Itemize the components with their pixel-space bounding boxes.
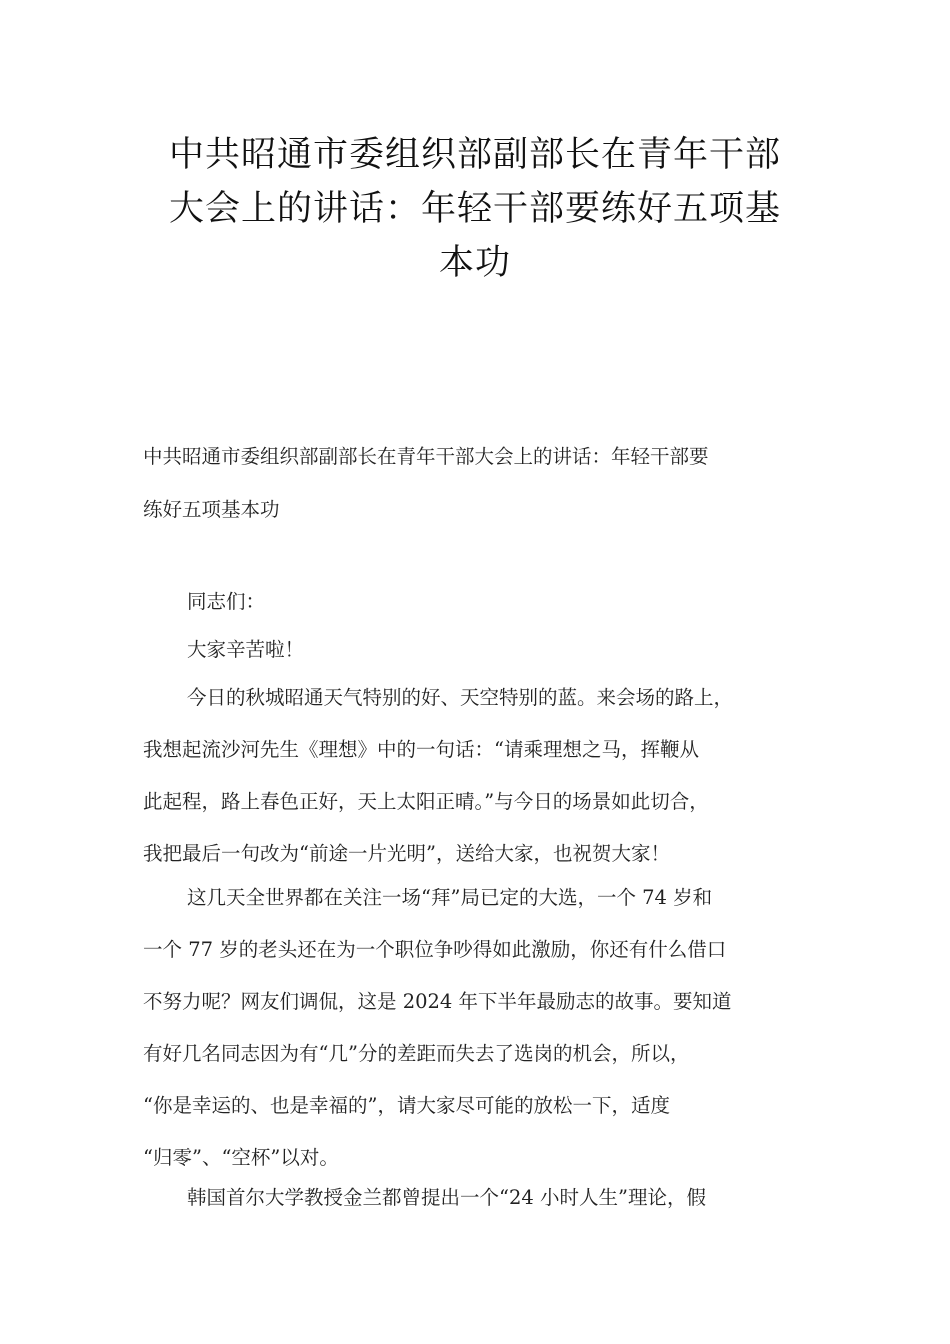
paragraph: [143, 672, 823, 880]
salutation: 同志们：: [187, 590, 266, 613]
paragraph-line: 一个 77 岁的老头还在为一个职位争吵得如此激励，你还有什么借口: [143, 938, 727, 961]
title-line: 中共昭通市委组织部副部长在青年干部: [168, 135, 781, 175]
paragraph-line: 不努力呢？网友们调侃，这是 2024 年下半年最励志的故事。要知道: [143, 990, 732, 1013]
document-title: [120, 128, 830, 290]
subtitle-line: 练好五项基本功: [143, 498, 280, 521]
paragraph-line: 有好几名同志因为有“几”分的差距而失去了选岗的机会，所以，: [143, 1042, 690, 1065]
paragraph: [143, 1172, 823, 1224]
paragraph-line: 这几天全世界都在关注一场“拜”局已定的大选，一个 74 岁和: [187, 886, 713, 909]
paragraph-line: “你是幸运的、也是幸福的”，请大家尽可能的放松一下，适度: [143, 1094, 670, 1117]
document-subtitle: [143, 430, 823, 536]
title-line: 本功: [438, 243, 511, 283]
subtitle-line: 中共昭通市委组织部副部长在青年干部大会上的讲话：年轻干部要: [143, 445, 709, 468]
paragraph-line: 此起程，路上春色正好，天上太阳正晴。”与今日的场景如此切合，: [143, 790, 709, 813]
greeting: 大家辛苦啦！: [187, 638, 305, 661]
paragraph-line: 我把最后一句改为“前途一片光明”，送给大家，也祝贺大家！: [143, 842, 670, 865]
paragraph-line: 今日的秋城昭通天气特别的好、天空特别的蓝。来会场的路上，: [187, 686, 734, 709]
title-line: 大会上的讲话：年轻干部要练好五项基: [168, 189, 781, 229]
paragraph: [143, 872, 823, 1184]
paragraph-line: 韩国首尔大学教授金兰都曾提出一个“24 小时人生”理论，假: [187, 1186, 706, 1209]
paragraph-line: 我想起流沙河先生《理想》中的一句话：“请乘理想之马，挥鞭从: [143, 738, 699, 761]
paragraph-line: “归零”、“空杯”以对。: [143, 1146, 339, 1169]
